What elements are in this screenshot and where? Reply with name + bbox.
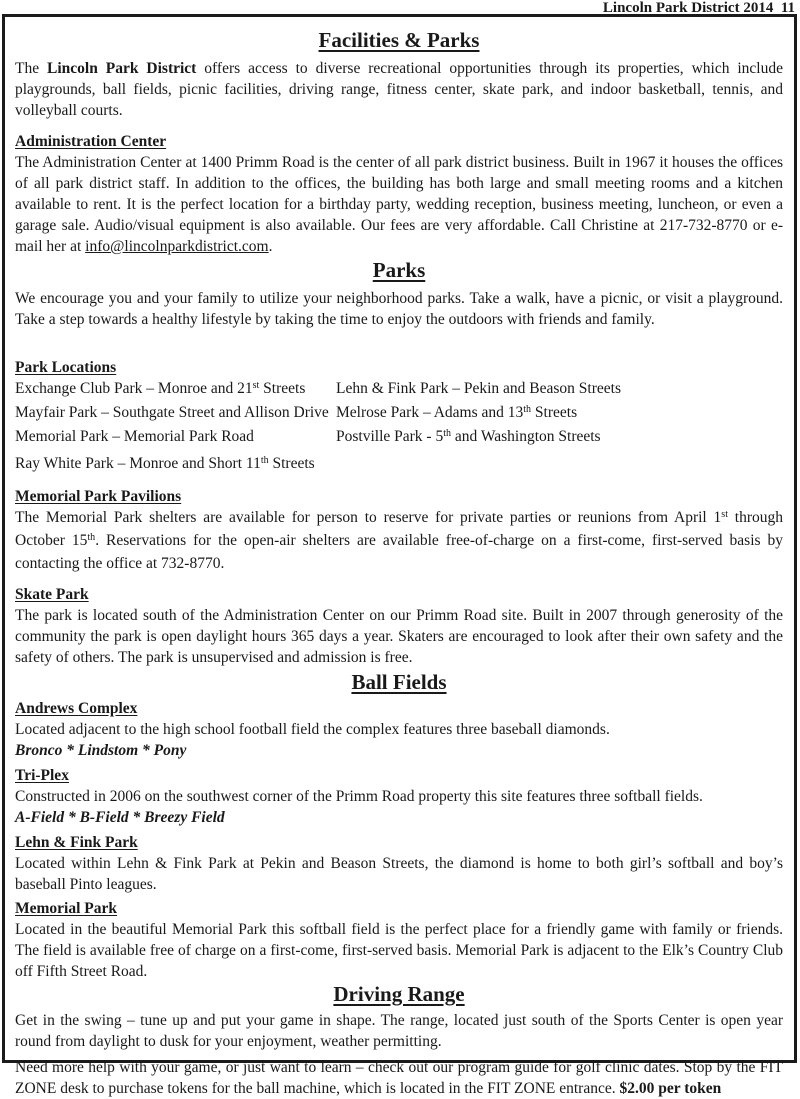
facilities-intro bbox=[15, 58, 783, 121]
loc-text: and Washington Streets bbox=[451, 428, 601, 445]
loc-text: Melrose Park – Adams and 13 bbox=[336, 404, 524, 421]
intro-text-bold: Lincoln Park District bbox=[47, 60, 197, 77]
park-location-item bbox=[336, 402, 783, 426]
skate-park-heading: Skate Park bbox=[15, 586, 89, 603]
lehn-fink-heading: Lehn & Fink Park bbox=[15, 834, 138, 851]
loc-sup: th bbox=[260, 455, 269, 466]
token-price: $2.00 per token bbox=[619, 1080, 722, 1097]
driving-range-p1: Get in the swing – tune up and put your game in shape. The range, located just south of the Sports Center is open year round from daylight to dusk for your enjoyment, weather permitting. bbox=[15, 1012, 783, 1050]
andrews-body: Located adjacent to the high school football field the complex features three baseball diamonds. bbox=[15, 721, 610, 738]
andrews-fields: Bronco * Lindstom * Pony bbox=[15, 742, 187, 759]
park-location-ray-white bbox=[15, 453, 783, 476]
skate-park-body: The park is located south of the Administration Center on our Primm Road site. Built in 2007 through generosity of the community the park is open daylight hours 365 days a year. Skaters are encouraged to look after their own safety and the safety of others. The park is unsupervised and admission is free. bbox=[15, 607, 783, 666]
loc-text: Memorial Park – Memorial Park Road bbox=[15, 428, 254, 445]
loc-text: Postville Park - 5 bbox=[336, 428, 444, 445]
triplex-fields: A-Field * B-Field * Breezy Field bbox=[15, 809, 225, 826]
loc-text: Mayfair Park – Southgate Street and Allison Drive bbox=[15, 404, 329, 421]
loc-sup: st bbox=[252, 380, 260, 391]
ball-fields-title: Ball Fields bbox=[351, 670, 447, 694]
parks-title: Parks bbox=[372, 258, 426, 282]
driving-range-p2 bbox=[15, 1057, 783, 1099]
loc-sup: th bbox=[523, 404, 532, 415]
facilities-title: Facilities & Parks bbox=[318, 28, 480, 52]
parks-body: We encourage you and your family to utilize your neighborhood parks. Take a walk, have a picnic, or visit a playground. Take a step towards a healthy lifestyle by taking the time to enjoy the outdoors with friends and family. bbox=[15, 290, 783, 328]
loc-text: Ray White Park – Monroe and Short 11 bbox=[15, 455, 261, 472]
park-locations-heading: Park Locations bbox=[15, 359, 117, 376]
admin-body bbox=[15, 152, 783, 257]
triplex-heading: Tri-Plex bbox=[15, 767, 69, 784]
park-location-item bbox=[336, 426, 783, 450]
memorial-park-heading: Memorial Park bbox=[15, 900, 118, 917]
park-location-item bbox=[336, 378, 783, 402]
loc-text: Streets bbox=[259, 380, 306, 397]
pavilions-text: through October 15 bbox=[15, 509, 783, 549]
park-location-item bbox=[15, 402, 336, 426]
admin-heading: Administration Center bbox=[15, 133, 167, 150]
loc-text: Streets bbox=[268, 455, 315, 472]
loc-text: Exchange Club Park – Monroe and 21 bbox=[15, 380, 253, 397]
park-locations-grid bbox=[15, 378, 783, 450]
pavilions-sup: th bbox=[87, 532, 96, 543]
park-location-item bbox=[15, 378, 336, 402]
content-frame bbox=[2, 14, 797, 1097]
pavilions-heading: Memorial Park Pavilions bbox=[15, 488, 182, 505]
pavilions-text: The Memorial Park shelters are available for person to reserve for private parties or reunions from April 1 bbox=[15, 509, 722, 526]
lehn-fink-body: Located within Lehn & Fink Park at Pekin and Beason Streets, the diamond is home to both girl’s softball and boy’s baseball Pinto leagues. bbox=[15, 855, 783, 893]
intro-text-pre: The bbox=[15, 60, 48, 77]
triplex-body: Constructed in 2006 on the southwest corner of the Primm Road property this site features three softball fields. bbox=[15, 788, 703, 805]
loc-text: Lehn & Fink Park – Pekin and Beason Streets bbox=[336, 380, 621, 397]
andrews-heading: Andrews Complex bbox=[15, 700, 138, 717]
pavilions-body bbox=[15, 507, 783, 574]
admin-text-end: . bbox=[268, 238, 273, 255]
intro-text-post: offers access to diverse recreational opportunities through its properties, which include playgrounds, ball fields, picnic facilities, driving range, fitness center, skate park, and indoor basketball, tennis, and volleyball courts. bbox=[15, 60, 783, 119]
email-link[interactable]: info@lincolnparkdistrict.com bbox=[85, 238, 269, 255]
loc-sup: th bbox=[443, 428, 451, 439]
loc-text: Streets bbox=[531, 404, 578, 421]
park-location-item bbox=[15, 426, 336, 450]
pavilions-sup: st bbox=[721, 509, 728, 520]
admin-text: The Administration Center at 1400 Primm Road is the center of all park district business. Built in 1967 it houses the offices of all park district staff. In addition to the offices, the building has both large and small meeting rooms and a kitchen available to rent. It is the perfect location for a birthday party, wedding reception, business meeting, luncheon, or even a garage sale. Audio/visual equipment is also available. Our fees are very affordable. Call Christine at 217-732-8770 or e-mail her at bbox=[15, 154, 783, 255]
pavilions-text: . Reservations for the open-air shelters are available free-of-charge on a first-come, first-served basis by contacting the office at 732-8770. bbox=[15, 532, 784, 572]
driving-range-title: Driving Range bbox=[333, 982, 465, 1006]
page-header: Lincoln Park District 2014 11 bbox=[602, 0, 795, 16]
driving-range-text: Need more help with your game, or just want to learn – check out our program guide for golf clinic dates. Stop by the FIT ZONE desk to purchase tokens for the ball machine, which is located in the FIT ZONE entrance. bbox=[15, 1059, 783, 1097]
memorial-park-body: Located in the beautiful Memorial Park this softball field is the perfect place for a friendly game with family or friends. The field is available free of charge on a first-come, first-served basis. Memorial Park is adjacent to the Elk’s Country Club off Fifth Street Road. bbox=[15, 921, 783, 980]
